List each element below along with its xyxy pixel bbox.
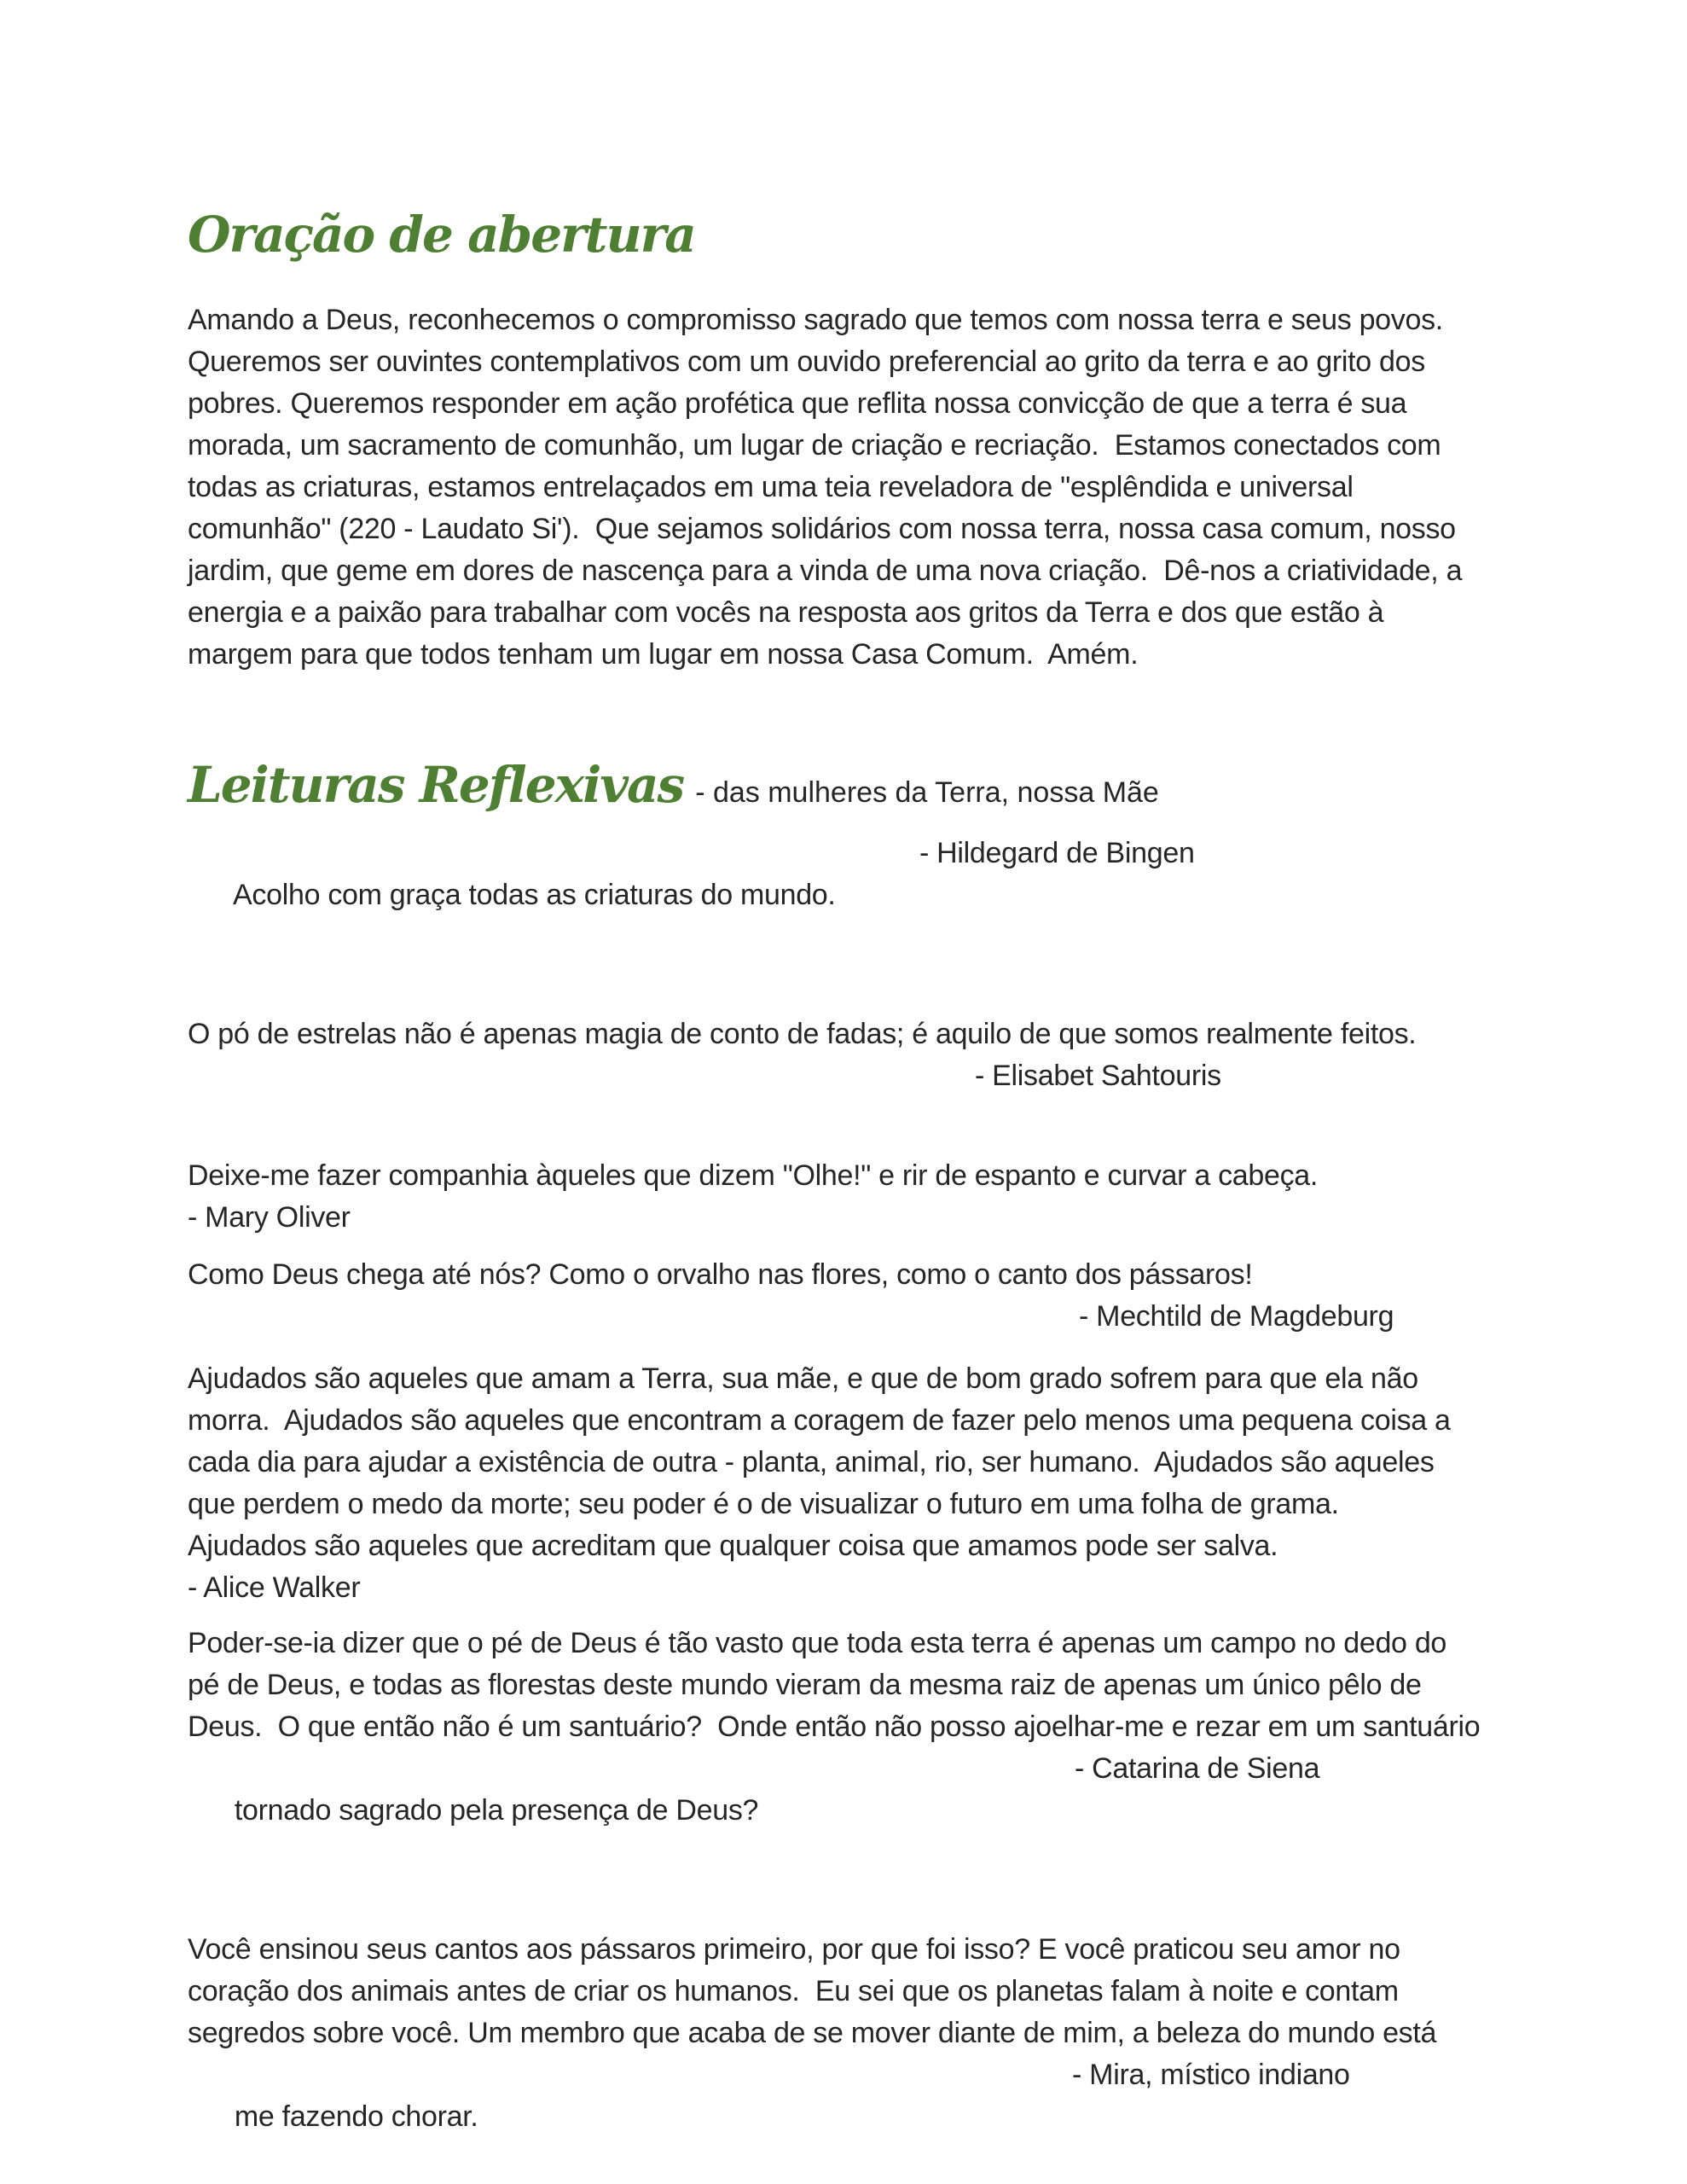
- reflective-readings-subtitle: - das mulheres da Terra, nossa Mãe: [695, 776, 1159, 809]
- quote-line: [188, 1748, 1559, 1915]
- opening-prayer-paragraph: [188, 299, 1559, 676]
- quote-line: que perdem o medo da morte; seu poder é o de visualizar o futuro em uma folha de grama.: [188, 1488, 1339, 1520]
- quote-text: tornado sagrado pela presença de Deus?: [234, 1794, 759, 1827]
- prayer-line: morada, um sacramento de comunhão, um lugar de criação e recriação. Estamos conectados com: [188, 429, 1441, 462]
- reflective-readings-heading-row: [188, 751, 1559, 819]
- quote-line: morra. Ajudados são aqueles que encontram a coragem de fazer pelo menos uma pequena coisa a: [188, 1404, 1451, 1437]
- quote-alice-walker: [188, 1358, 1559, 1609]
- quote-line: Poder-se-ia dizer que o pé de Deus é tão vasto que toda esta terra é apenas um campo no dedo do: [188, 1627, 1447, 1659]
- prayer-line: margem para que todos tenham um lugar em nossa Casa Comum. Amém.: [188, 638, 1139, 671]
- quote-line: O pó de estrelas não é apenas magia de conto de fadas; é aquilo de que somos realmente feitos.: [188, 1018, 1417, 1050]
- quote-line: [188, 2054, 1559, 2184]
- quote-sahtouris: [188, 1014, 1559, 1097]
- prayer-line: jardim, que geme em dores de nascença para a vinda de uma nova criação. Dê-nos a criatividade, a: [188, 555, 1463, 587]
- prayer-line: pobres. Queremos responder em ação profética que reflita nossa convicção de que a terra é sua: [188, 387, 1407, 420]
- quote-line: Como Deus chega até nós? Como o orvalho nas flores, como o canto dos pássaros!: [188, 1258, 1253, 1291]
- quote-catarina: [188, 1623, 1559, 1915]
- prayer-line: comunhão" (220 - Laudato Si'). Que sejamos solidários com nossa terra, nossa casa comum, nosso: [188, 513, 1456, 545]
- quote-text: Acolho com graça todas as criaturas do mundo.: [233, 879, 836, 911]
- quote-line: [188, 833, 1559, 1000]
- quote-mechtild: [188, 1254, 1559, 1338]
- prayer-line: Queremos ser ouvintes contemplativos com um ouvido preferencial ao grito da terra e ao grito dos: [188, 346, 1425, 378]
- quote-line: Ajudados são aqueles que amam a Terra, sua mãe, e que de bom grado sofrem para que ela não: [188, 1362, 1418, 1395]
- prayer-line: todas as criaturas, estamos entrelaçados em uma teia reveladora de "esplêndida e universal: [188, 471, 1354, 503]
- quote-line: Ajudados são aqueles que acreditam que qualquer coisa que amamos pode ser salva.: [188, 1530, 1278, 1562]
- quote-attribution: - Mary Oliver: [188, 1201, 351, 1234]
- quote-line: coração dos animais antes de criar os humanos. Eu sei que os planetas falam à noite e contam: [188, 1975, 1399, 2007]
- quote-line: pé de Deus, e todas as florestas deste mundo vieram da mesma raiz de apenas um único pêlo de: [188, 1669, 1422, 1701]
- quote-attribution: - Elisabet Sahtouris: [975, 1060, 1221, 1092]
- quote-line: Deixe-me fazer companhia àqueles que dizem "Olhe!" e rir de espanto e curvar a cabeça.: [188, 1159, 1319, 1192]
- prayer-line: energia e a paixão para trabalhar com vocês na resposta aos gritos da Terra e dos que estão à: [188, 596, 1384, 629]
- quote-mary-oliver: [188, 1155, 1559, 1239]
- reflective-readings-heading: Leituras Reflexivas: [188, 756, 684, 814]
- quote-line: cada dia para ajudar a existência de outra - planta, animal, rio, ser humano. Ajudados são aqueles: [188, 1446, 1435, 1478]
- prayer-line: Amando a Deus, reconhecemos o compromisso sagrado que temos com nossa terra e seus povos.: [188, 304, 1443, 336]
- quote-attribution: - Mechtild de Magdeburg: [1079, 1300, 1394, 1333]
- quote-attribution: - Mira, místico indiano: [1072, 2059, 1350, 2091]
- quote-attribution: - Alice Walker: [188, 1571, 361, 1604]
- opening-prayer-heading: Oração de abertura: [188, 206, 695, 264]
- quote-attribution: - Hildegard de Bingen: [919, 837, 1195, 869]
- quote-hildegard: [188, 833, 1559, 1000]
- quote-line: Você ensinou seus cantos aos pássaros primeiro, por que foi isso? E você praticou seu amor no: [188, 1933, 1400, 1966]
- quote-mira: [188, 1929, 1559, 2184]
- quote-line: Deus. O que então não é um santuário? Onde então não posso ajoelhar-me e rezar em um santuário: [188, 1711, 1481, 1743]
- quote-text: me fazendo chorar.: [234, 2100, 478, 2133]
- quote-attribution: - Catarina de Siena: [1075, 1752, 1320, 1785]
- quote-line: segredos sobre você. Um membro que acaba de se mover diante de mim, a beleza do mundo está: [188, 2017, 1437, 2049]
